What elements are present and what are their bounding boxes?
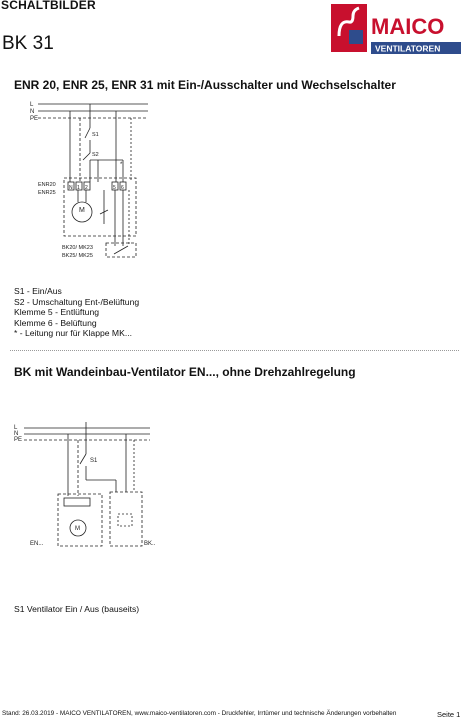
rail-label-n: N [30, 109, 35, 115]
terminal-2: 2 [85, 185, 88, 191]
section1-title: ENR 20, ENR 25, ENR 31 mit Ein-/Ausschalter und Wechselschalter [14, 78, 396, 92]
flap-label: BK.. [144, 541, 156, 547]
terminal-5: 5 [113, 185, 116, 191]
fan-label: EN... [30, 541, 44, 547]
device-label-enr20: ENR20 [38, 182, 56, 188]
wiring-diagram-en [10, 414, 170, 554]
terminal-n: N [69, 185, 73, 191]
logo-mark [331, 4, 367, 52]
switch-label-s1: S1 [92, 132, 99, 138]
rail-label-l: L [30, 102, 34, 108]
maico-logo [331, 4, 461, 56]
rail-label-n: N [14, 431, 19, 437]
rail-label-pe: PE [30, 116, 39, 122]
switch-label-s1: S1 [90, 458, 98, 464]
wiring-diagram-enr [28, 98, 168, 264]
terminal-1: 1 [77, 185, 80, 191]
flap-label-bk25: BK25/ MK25 [62, 253, 93, 259]
motor-label: M [75, 526, 80, 532]
section-heading: SCHALTBILDER [1, 0, 96, 12]
legend-item: Klemme 5 - Entlüftung [14, 307, 100, 318]
legend-item: S1 - Ein/Aus [14, 286, 62, 296]
switch-label-s2: S2 [92, 152, 99, 158]
legend-section2 [14, 604, 139, 615]
terminal-6: 6 [121, 185, 124, 191]
legend-item: * - Leitung nur für Klappe MK... [14, 328, 132, 339]
page-number: Seite 1 [437, 710, 461, 719]
flap-label-bk20: BK20/ MK23 [62, 245, 93, 251]
rail-label-l: L [14, 425, 18, 431]
section2-title: BK mit Wandeinbau-Ventilator EN..., ohne Drehzahlregelung [14, 365, 356, 379]
motor-label: M [79, 207, 85, 214]
rail-label-pe: PE [14, 437, 23, 443]
legend-section1 [14, 286, 139, 339]
legend-item: S1 Ventilator Ein / Aus (bauseits) [14, 604, 140, 614]
legend-item: S2 - Umschaltung Ent-/Belüftung [14, 296, 140, 307]
section-divider [10, 350, 459, 351]
mk-marker: * [120, 162, 123, 168]
logo-square [349, 30, 363, 44]
legend-item: Klemme 6 - Belüftung [14, 317, 97, 328]
logo-wordmark: MAICO [371, 14, 445, 39]
product-title: BK 31 [2, 33, 54, 54]
device-label-enr25: ENR25 [38, 190, 56, 196]
logo-tagline: VENTILATOREN [375, 43, 441, 54]
footer-text: Stand: 26.03.2019 - MAICO VENTILATOREN, www.maico-ventilatoren.com - Druckfehler, Irrtümer und technische Änderungen vorbehalten [2, 710, 397, 717]
